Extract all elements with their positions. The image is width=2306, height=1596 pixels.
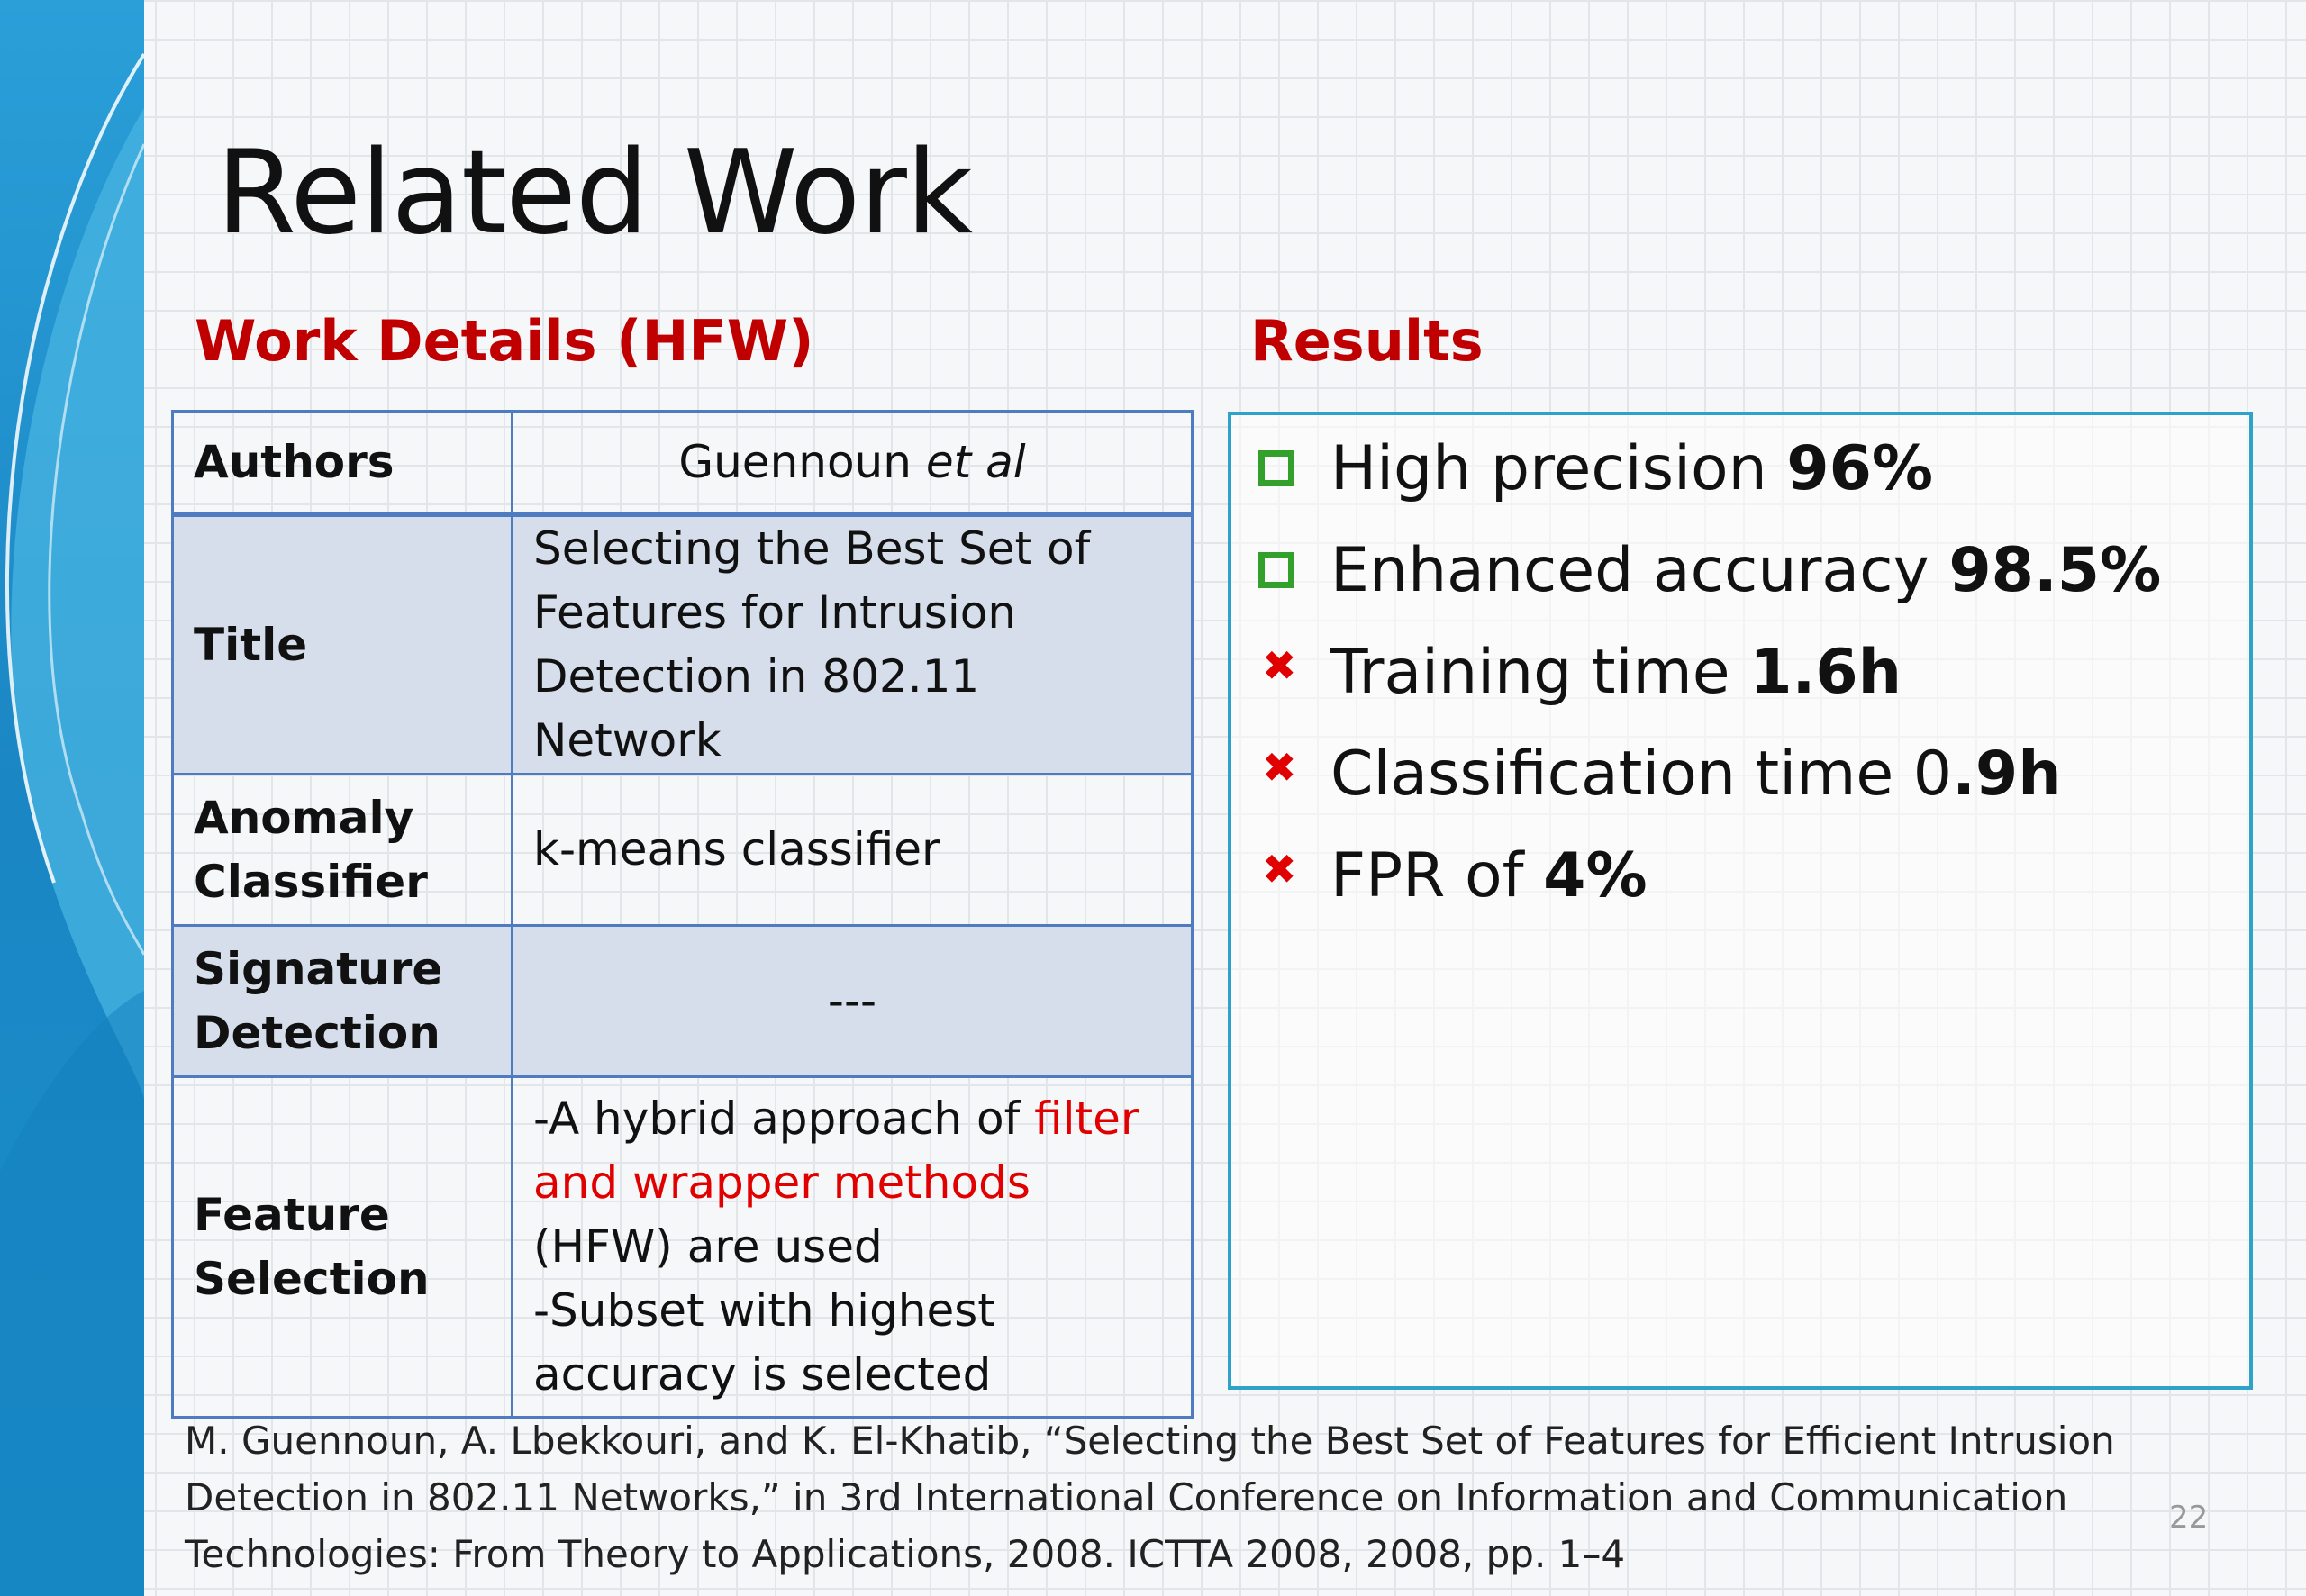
checkbox-icon: [1258, 552, 1294, 588]
signature-detection-value: ---: [513, 926, 1193, 1077]
checkbox-icon: [1258, 450, 1294, 486]
result-item: [1258, 433, 1933, 508]
result-text: Enhanced accuracy: [1330, 535, 1949, 606]
cross-icon: ✖: [1262, 845, 1297, 894]
authors-etal: et al: [925, 436, 1026, 488]
result-text: High precision: [1330, 433, 1787, 504]
authors-name: Guennoun: [678, 436, 926, 488]
work-details-heading: Work Details (HFW): [195, 308, 814, 374]
feature-highlight: filter and wrapper methods: [533, 1093, 1139, 1209]
table-row-feature-selection: [173, 1077, 1193, 1418]
cross-icon: ✖: [1262, 743, 1297, 793]
title-value: Selecting the Best Set of Features for Intrusion Detection in 802.11 Network: [513, 515, 1193, 775]
table-row-signature: [173, 926, 1193, 1077]
feature-line2: -Subset with highest accuracy is selected: [533, 1284, 995, 1401]
result-text: Training time: [1330, 637, 1750, 708]
result-text: Classification time 0: [1330, 739, 1953, 810]
result-item: [1258, 840, 1648, 918]
title-label: Title: [173, 515, 513, 775]
result-value: 1.6h: [1749, 637, 1902, 708]
work-details-table: [171, 410, 1194, 1419]
table-row-title: [173, 515, 1193, 775]
authors-value: [513, 412, 1193, 515]
table-row-authors: [173, 412, 1193, 515]
result-value: 4%: [1543, 840, 1648, 911]
result-value: 96%: [1786, 433, 1934, 504]
feature-selection-label: Feature Selection: [173, 1077, 513, 1418]
feature-suffix: (HFW) are used: [533, 1220, 883, 1273]
result-item: [1258, 739, 2062, 816]
anomaly-classifier-label: Anomaly Classifier: [173, 775, 513, 926]
slide-title: Related Work: [216, 126, 972, 260]
signature-detection-label: Signature Detection: [173, 926, 513, 1077]
result-item: [1258, 637, 1902, 714]
table-row-anomaly: [173, 775, 1193, 926]
result-text: FPR of: [1330, 840, 1544, 911]
results-heading: Results: [1250, 308, 1484, 374]
authors-label: Authors: [173, 412, 513, 515]
decorative-side-band: [0, 0, 144, 1596]
cross-icon: ✖: [1262, 641, 1297, 691]
anomaly-classifier-value: k-means classifier: [513, 775, 1193, 926]
result-value: .9h: [1952, 739, 2062, 810]
feature-prefix: -A hybrid approach of: [533, 1093, 1035, 1145]
results-box: [1228, 412, 2253, 1390]
feature-selection-value: [513, 1077, 1193, 1418]
result-item: [1258, 535, 2161, 610]
result-value: 98.5%: [1948, 535, 2162, 606]
citation: M. Guennoun, A. Lbekkouri, and K. El-Khatib, “Selecting the Best Set of Features for Efficient Intrusion Detection in 802.11 Networks,” in 3rd International Conference on Information and Communication Technologies: From Theory to Applications, 2008. ICTTA 2008, 2008, pp. 1–4: [185, 1419, 2115, 1576]
page-number: 22: [2169, 1500, 2209, 1536]
